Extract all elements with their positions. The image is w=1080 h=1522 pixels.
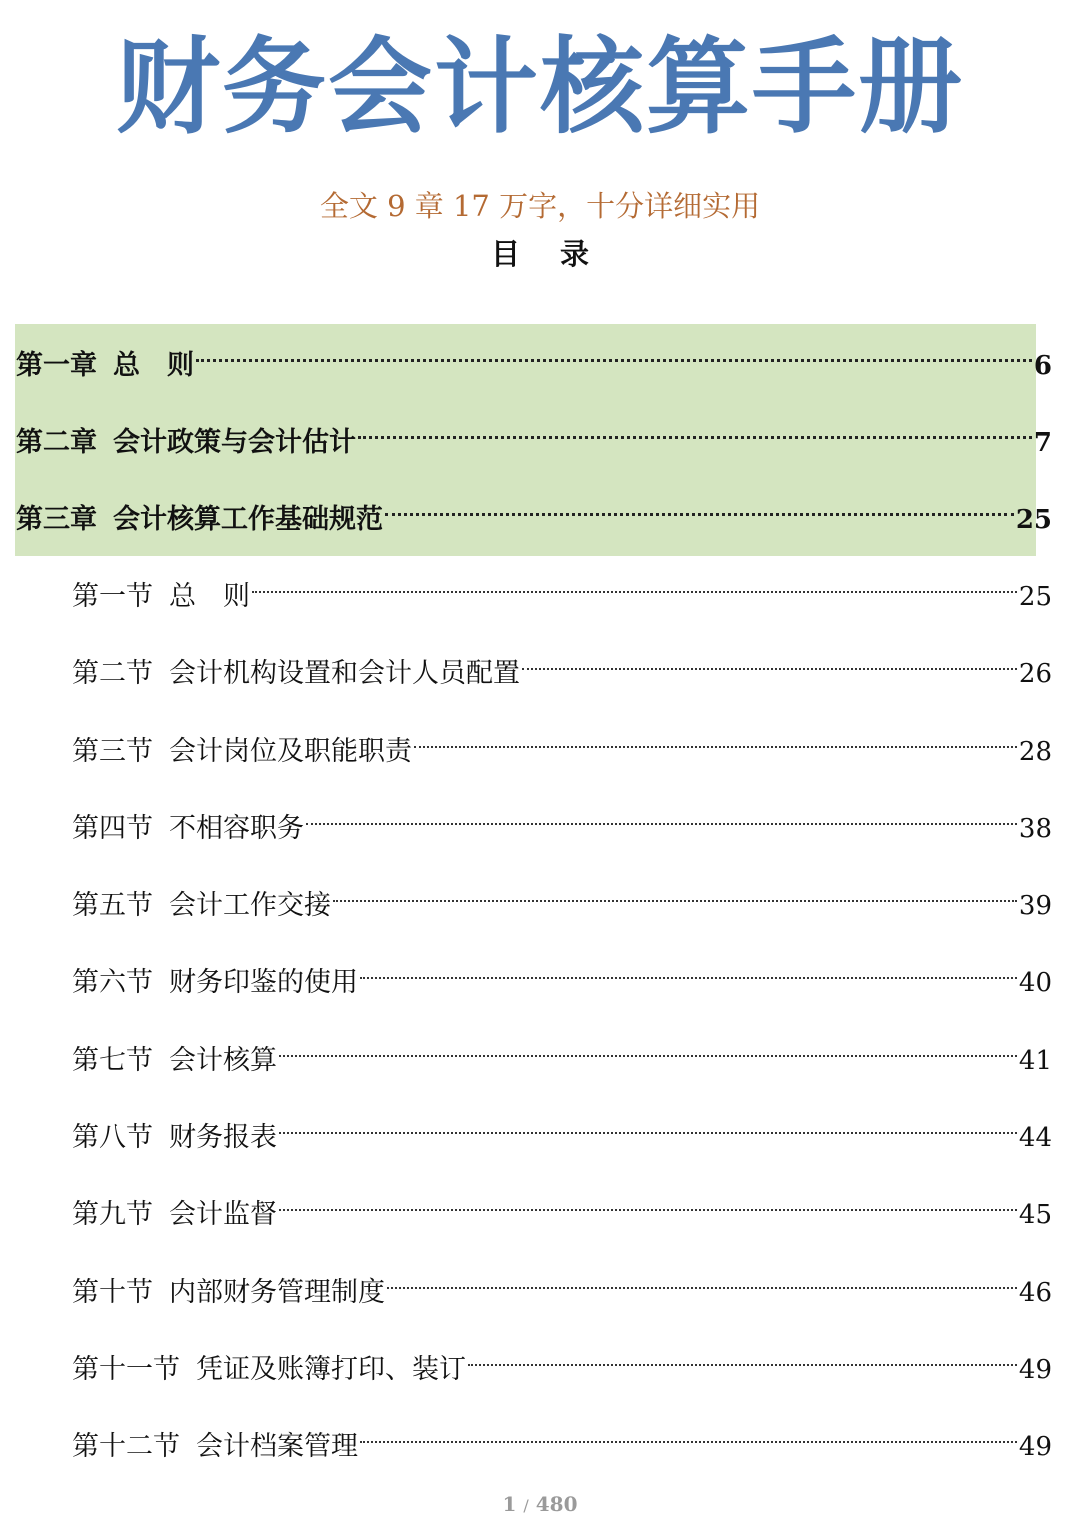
toc-entry-number: 第一节 [72, 581, 153, 612]
toc-leader-dots [360, 947, 1017, 991]
page-separator: / [523, 1496, 529, 1515]
toc-entry-page: 28 [1018, 737, 1052, 767]
toc-entry-label: 会计档案管理 [196, 1431, 358, 1462]
toc-entry-number: 第二节 [72, 658, 153, 689]
toc-entry-page: 49 [1018, 1355, 1052, 1385]
toc-leader-dots [522, 638, 1017, 682]
toc-leader-dots [468, 1334, 1017, 1378]
toc-entry-label: 会计政策与会计估计 [113, 427, 356, 458]
toc-entry-number: 第八节 [72, 1122, 153, 1153]
toc-entry-number: 第十节 [72, 1277, 153, 1308]
toc-entry-number: 第十二节 [72, 1431, 180, 1462]
current-page-number: 1 [502, 1492, 517, 1516]
toc-section-2[interactable] [72, 638, 1052, 689]
toc-entry-label: 总 则 [113, 350, 194, 381]
toc-leader-dots [387, 1257, 1017, 1301]
toc-entry-number: 第三章 [16, 504, 97, 535]
toc-entry-label: 会计岗位及职能职责 [169, 736, 412, 767]
toc-entry-label: 会计机构设置和会计人员配置 [169, 658, 520, 689]
toc-entry-number: 第十一节 [72, 1354, 180, 1385]
toc-section-5[interactable] [72, 870, 1052, 921]
total-page-count: 480 [535, 1492, 578, 1516]
toc-leader-dots [333, 870, 1017, 914]
toc-entry-label: 会计工作交接 [169, 890, 331, 921]
toc-section-9[interactable] [72, 1179, 1052, 1230]
toc-entry-label: 会计核算 [169, 1045, 277, 1076]
toc-section-10[interactable] [72, 1257, 1052, 1308]
toc-leader-dots [279, 1025, 1017, 1069]
toc-entry-page: 40 [1018, 968, 1052, 998]
toc-section-11[interactable] [72, 1334, 1052, 1385]
toc-entry-label: 凭证及账簿打印、装订 [196, 1354, 466, 1385]
toc-entry-label: 财务报表 [169, 1122, 277, 1153]
toc-entry-page: 25 [1015, 505, 1052, 535]
toc-entry-number: 第一章 [16, 350, 97, 381]
toc-entry-label: 不相容职务 [169, 813, 304, 844]
toc-leader-dots [414, 716, 1017, 760]
toc-entry-label: 财务印鉴的使用 [169, 967, 358, 998]
toc-entry-page: 44 [1018, 1123, 1052, 1153]
toc-entry-number: 第七节 [72, 1045, 153, 1076]
toc-entry-number: 第四节 [72, 813, 153, 844]
toc-entry-page: 6 [1033, 351, 1052, 381]
toc-section-12[interactable] [72, 1411, 1052, 1462]
toc-section-3[interactable] [72, 716, 1052, 767]
toc-chapter-1[interactable] [16, 330, 1052, 381]
toc-entry-label: 内部财务管理制度 [169, 1277, 385, 1308]
toc-entry-number: 第九节 [72, 1199, 153, 1230]
toc-leader-dots [252, 561, 1017, 605]
toc-entry-number: 第六节 [72, 967, 153, 998]
toc-leader-dots [358, 407, 1032, 451]
toc-entry-label: 会计核算工作基础规范 [113, 504, 383, 535]
toc-entry-label: 总 则 [169, 581, 250, 612]
toc-entry-page: 26 [1018, 659, 1052, 689]
document-title: 财务会计核算手册 [115, 26, 964, 148]
toc-entry-page: 25 [1018, 582, 1052, 612]
toc-section-7[interactable] [72, 1025, 1052, 1076]
page-indicator [0, 1488, 1080, 1520]
toc-entry-number: 第五节 [72, 890, 153, 921]
toc-leader-dots [279, 1102, 1017, 1146]
toc-section-4[interactable] [72, 793, 1052, 844]
toc-heading: 目录 [490, 237, 629, 271]
toc-leader-dots [360, 1411, 1017, 1455]
toc-section-6[interactable] [72, 947, 1052, 998]
toc-section-1[interactable] [72, 561, 1052, 612]
toc-chapter-3[interactable] [16, 484, 1052, 535]
toc-chapter-2[interactable] [16, 407, 1052, 458]
document-subtitle: 全文 9 章 17 万字，十分详细实用 [319, 189, 761, 223]
toc-entry-page: 49 [1018, 1432, 1052, 1462]
toc-entry-number: 第三节 [72, 736, 153, 767]
toc-entry-page: 39 [1018, 891, 1052, 921]
toc-leader-dots [196, 330, 1032, 374]
toc-leader-dots [306, 793, 1017, 837]
toc-leader-dots [385, 484, 1014, 528]
toc-entry-page: 46 [1018, 1278, 1052, 1308]
toc-entry-number: 第二章 [16, 427, 97, 458]
toc-entry-page: 38 [1018, 814, 1052, 844]
toc-entry-page: 7 [1033, 428, 1052, 458]
toc-leader-dots [279, 1179, 1017, 1223]
toc-entry-page: 45 [1018, 1200, 1052, 1230]
toc-entry-page: 41 [1018, 1046, 1052, 1076]
toc-entry-label: 会计监督 [169, 1199, 277, 1230]
toc-section-8[interactable] [72, 1102, 1052, 1153]
